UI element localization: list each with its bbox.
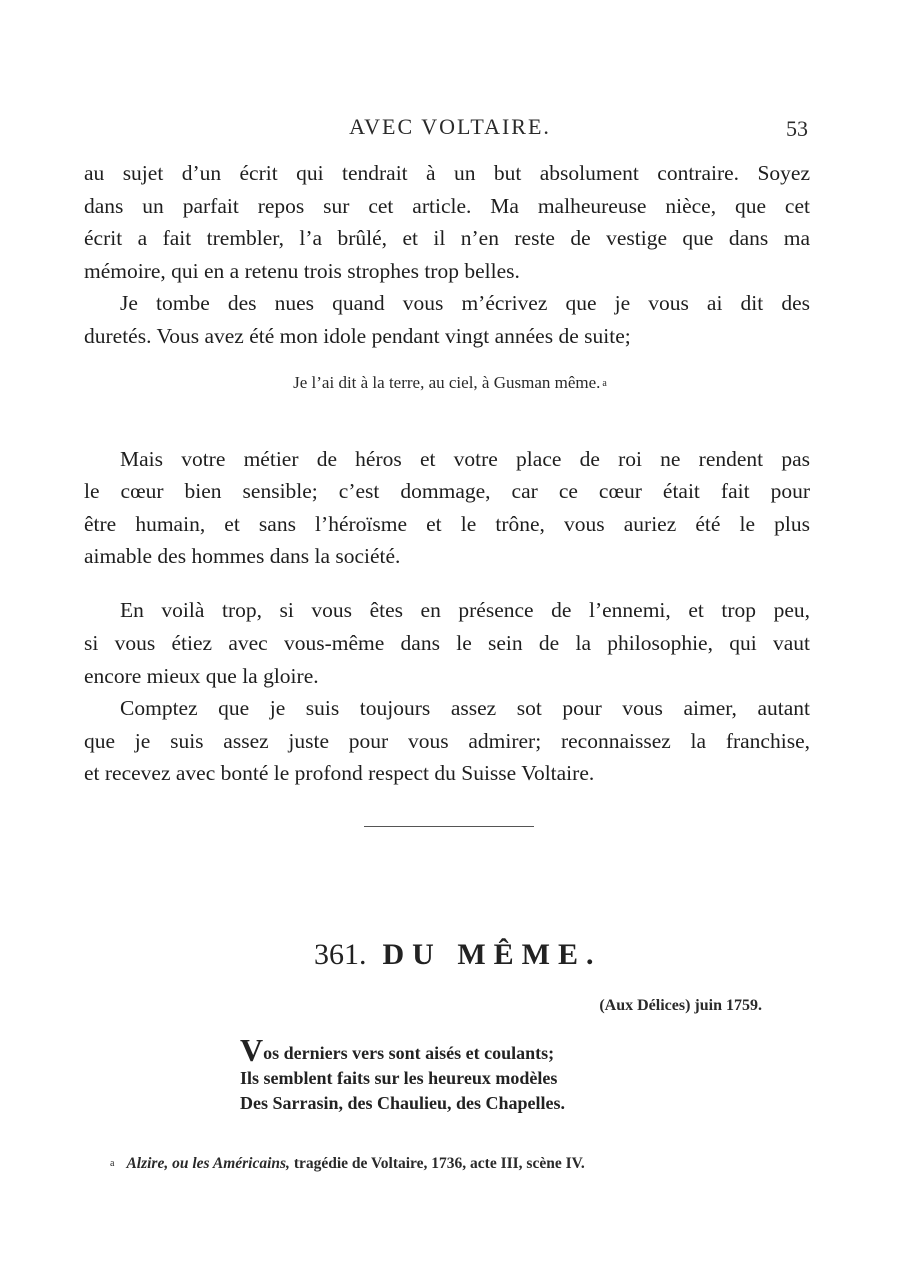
paragraph (84, 287, 810, 352)
text-line: Comptez que je suis toujours assez sot pour vous aimer, autant (120, 696, 810, 721)
letter-number: 361. (314, 938, 367, 971)
text-line: duretés. Vous avez été mon idole pendant vingt années de suite; (84, 323, 631, 348)
quotation-text: Je l’ai dit à la terre, au ciel, à Gusman même. (293, 373, 601, 392)
text-line: mémoire, qui en a retenu trois strophes trop belles. (84, 258, 520, 283)
text-line: que je suis assez juste pour vous admirer; reconnaissez la franchise, (84, 728, 810, 753)
running-head (0, 114, 900, 144)
text-line: et recevez avec bonté le profond respect du Suisse Voltaire. (84, 761, 595, 786)
text-line: aimable des hommes dans la société. (84, 544, 401, 569)
text-line: être humain, et sans l’héroïsme et le trône, vous auriez été le plus (84, 511, 810, 536)
footnote-text: tragédie de Voltaire, 1736, acte III, scène IV. (289, 1155, 585, 1172)
text-line: au sujet d’un écrit qui tendrait à un but absolument contraire. Soyez (84, 161, 810, 185)
text-line: écrit a fait trembler, l’a brûlé, et il n’en reste de vestige que dans ma (84, 226, 810, 251)
text-line: dans un parfait repos sur cet article. Ma malheureuse nièce, que cet (84, 193, 810, 218)
text-line: si vous étiez avec vous-même dans le sein de la philosophie, qui vaut (84, 630, 810, 655)
body-text-top (84, 157, 810, 353)
verse-line: Des Sarrasin, des Chaulieu, des Chapelles. (240, 1093, 566, 1113)
verse-quotation (0, 373, 900, 393)
verse-line (240, 1032, 565, 1068)
verse-line: Ils semblent faits sur les heureux modèles (240, 1068, 558, 1088)
verse-line-text: os derniers vers sont aisés et coulants; (263, 1043, 555, 1063)
text-line: Mais votre métier de héros et votre place de roi ne rendent pas (120, 446, 810, 471)
footnote-mark: a (110, 1158, 115, 1169)
page-number: 53 (786, 116, 808, 141)
letter-title: DU MÊME. (382, 938, 602, 971)
text-line: le cœur bien sensible; c’est dommage, car ce cœur était fait pour (84, 479, 810, 504)
footnote (110, 1155, 585, 1173)
body-text-bottom (84, 421, 810, 790)
footnote-reference: a (602, 378, 607, 389)
paragraph (84, 443, 810, 573)
paragraph (84, 157, 810, 287)
section-separator-rule (364, 826, 534, 827)
section-heading (314, 938, 601, 972)
paragraph (84, 692, 810, 790)
drop-cap: V (240, 1032, 264, 1068)
text-line: En voilà trop, si vous êtes en présence de l’ennemi, et trop peu, (120, 598, 810, 623)
text-line: encore mieux que la gloire. (84, 663, 319, 688)
paragraph (84, 594, 810, 692)
dateline: (Aux Délices) juin 1759. (599, 997, 762, 1014)
text-line: Je tombe des nues quand vous m’écrivez que je vous ai dit des (120, 291, 810, 316)
running-title: AVEC VOLTAIRE. (349, 114, 551, 139)
footnote-work-title: Alzire, ou les Américains, (126, 1155, 290, 1172)
verse-block (240, 1032, 566, 1116)
